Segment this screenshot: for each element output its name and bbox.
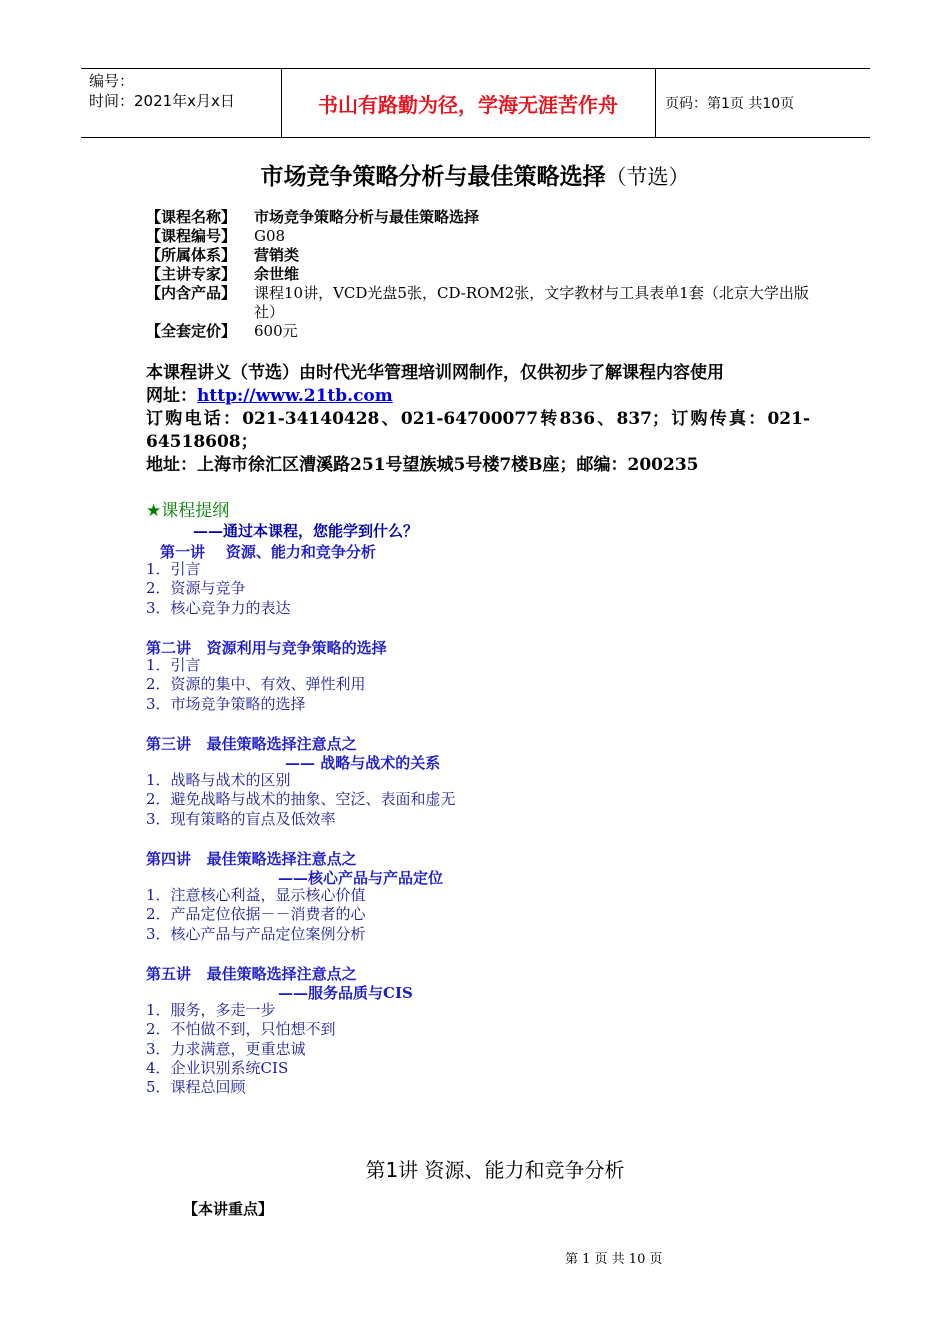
lecture-items — [146, 656, 366, 714]
list-item: 3．核心竞争力的表达 — [146, 598, 291, 617]
list-item: 2．产品定位依据－－消费者的心 — [146, 905, 366, 924]
header-divider — [655, 69, 656, 137]
list-item: 1．注意核心利益，显示核心价值 — [146, 886, 366, 904]
list-item: 3．力求满意，更重忠诚 — [146, 1039, 306, 1058]
section-keypoint: 【本讲重点】 — [183, 1200, 274, 1218]
info-label: 【课程名称】 — [146, 208, 237, 226]
info-row — [146, 208, 826, 227]
page-info: 页码：第1页 共10页 — [665, 96, 795, 112]
lecture-title: 第五讲 最佳策略选择注意点之 — [146, 965, 357, 983]
info-label: 【全套定价】 — [146, 322, 237, 340]
lecture-title: 第三讲 最佳策略选择注意点之 — [146, 735, 357, 753]
lecture-items — [146, 771, 456, 829]
website-link[interactable]: http://www.21tb.com — [197, 386, 393, 406]
info-value: 营销类 — [254, 246, 300, 264]
info-label: 【所属体系】 — [146, 246, 237, 264]
lecture-subtitle: —— 战略与战术的关系 — [285, 754, 441, 772]
info-row — [146, 265, 826, 284]
page-title — [0, 158, 950, 191]
info-value: 600元 — [254, 322, 298, 340]
info-row — [146, 284, 826, 322]
list-item: 5．课程总回顾 — [146, 1078, 246, 1097]
list-item: 3．现有策略的盲点及低效率 — [146, 809, 336, 828]
lecture-subtitle: ——核心产品与产品定位 — [278, 869, 444, 887]
course-info — [146, 208, 826, 341]
info-value: 市场竞争策略分析与最佳策略选择 — [254, 208, 480, 226]
website-label: 网址： — [146, 386, 197, 406]
info-label: 【课程编号】 — [146, 227, 237, 245]
address-line: 地址：上海市徐汇区漕溪路251号望族城5号楼7楼B座；邮编：200235 — [146, 455, 699, 475]
list-item: 1．引言 — [146, 656, 201, 674]
doc-number: 编号： — [89, 72, 135, 90]
website-line — [146, 385, 810, 408]
list-item: 4．企业识别系统CIS — [146, 1058, 289, 1077]
info-value: 余世维 — [254, 265, 300, 283]
lecture-title: 第一讲 资源、能力和竞争分析 — [160, 543, 376, 561]
page-footer: 第 1 页 共 10 页 — [565, 1252, 663, 1267]
list-item: 3．市场竞争策略的选择 — [146, 694, 306, 713]
list-item: 2．资源与竞争 — [146, 579, 246, 598]
list-item: 2．避免战略与战术的抽象、空泛、表面和虚无 — [146, 790, 456, 809]
notice-line: 本课程讲义（节选）由时代光华管理培训网制作，仅供初步了解课程内容使用 — [146, 363, 724, 383]
title-sub: （节选） — [605, 165, 690, 189]
doc-date: 时间：2021年x月x日 — [89, 92, 235, 110]
lecture-items — [146, 560, 291, 618]
list-item: 2．不怕做不到，只怕想不到 — [146, 1020, 336, 1039]
lecture-title: 第四讲 最佳策略选择注意点之 — [146, 850, 357, 868]
info-label: 【主讲专家】 — [146, 265, 237, 283]
outline-heading: ★课程提纲 — [146, 501, 230, 521]
list-item: 2．资源的集中、有效、弹性利用 — [146, 675, 366, 694]
outline-subheading: ——通过本课程，您能学到什么？ — [193, 522, 419, 540]
lecture-title: 第二讲 资源利用与竞争策略的选择 — [146, 639, 387, 657]
list-item: 1．服务，多走一步 — [146, 1001, 276, 1019]
lecture-items — [146, 886, 366, 944]
phone-line-cont: 64518608； — [146, 432, 258, 452]
header-motto: 书山有路勤为径，学海无涯苦作舟 — [318, 92, 618, 117]
lecture-subtitle: ——服务品质与CIS — [278, 984, 413, 1002]
list-item: 3．核心产品与产品定位案例分析 — [146, 924, 366, 943]
list-item: 1．战略与战术的区别 — [146, 771, 291, 789]
list-item: 1．引言 — [146, 560, 201, 578]
info-label: 【内含产品】 — [146, 284, 237, 302]
header-meta — [89, 71, 235, 111]
title-main: 市场竞争策略分析与最佳策略选择 — [260, 163, 606, 190]
header-table — [81, 68, 870, 138]
info-row — [146, 227, 826, 246]
notice-block — [146, 362, 810, 477]
info-row — [146, 322, 826, 341]
phone-line: 订购电话：021-34140428、021-64700077转836、837；订购传真：021- — [146, 409, 810, 429]
section-title: 第1讲 资源、能力和竞争分析 — [365, 1158, 625, 1182]
info-value: G08 — [254, 227, 286, 245]
info-value: 课程10讲，VCD光盘5张，CD-ROM2张，文字教材与工具表单1套（北京大学出版社） — [254, 284, 809, 321]
lecture-items — [146, 1001, 336, 1097]
info-row — [146, 246, 826, 265]
